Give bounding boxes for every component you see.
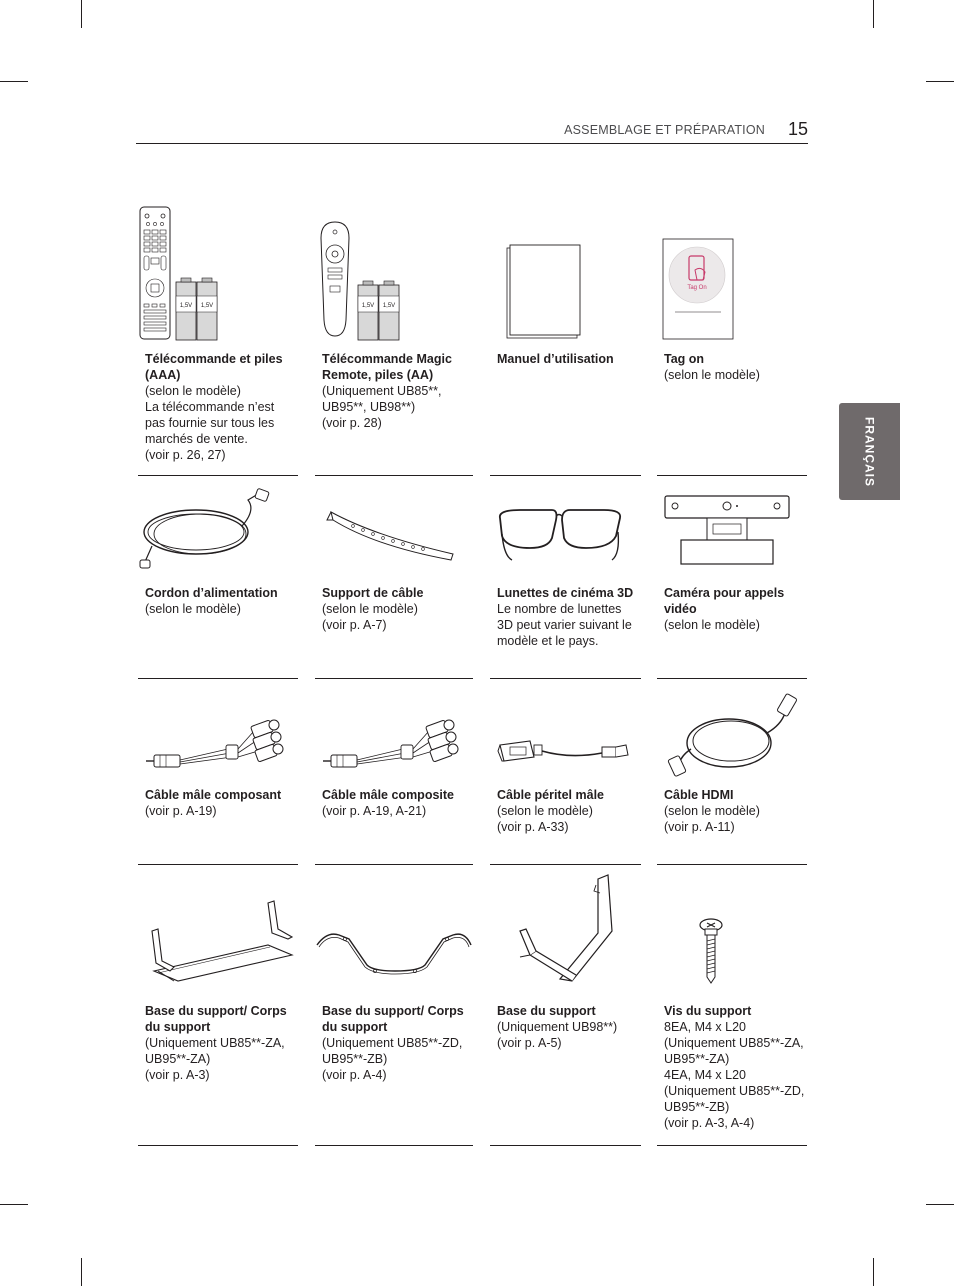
item-description: (selon le modèle) xyxy=(322,602,418,616)
item-description: (selon le modèle) xyxy=(145,384,241,398)
crop-mark xyxy=(873,1258,874,1286)
battery-label: 1,5V xyxy=(179,303,193,309)
accessory-tag-on xyxy=(657,200,807,476)
item-name: Télécommande Magic Remote, piles (AA) xyxy=(322,352,452,382)
accessory-cable-holder xyxy=(315,476,473,679)
accessory-magic-remote xyxy=(315,200,473,476)
item-description: (voir p. A-19) xyxy=(145,804,217,818)
accessory-3d-glasses xyxy=(490,476,641,679)
remote-control-illustration xyxy=(138,206,298,342)
stand-base-ub98-illustration xyxy=(490,871,641,985)
power-cord-illustration xyxy=(138,490,298,570)
composite-cable-illustration xyxy=(315,711,473,771)
item-description: Le nombre de lunettes 3D peut varier suivant le modèle et le pays. xyxy=(497,602,632,648)
accessory-stand-screws xyxy=(657,865,807,1146)
item-description: (voir p. A-33) xyxy=(497,820,569,834)
accessory-composite-cable xyxy=(315,679,473,865)
item-description: (Uniquement UB85**-ZD, UB95**-ZB) xyxy=(664,1084,805,1114)
battery-label: 1,5V xyxy=(382,303,396,309)
language-tab xyxy=(839,403,900,500)
component-cable-illustration xyxy=(138,711,298,771)
accessory-user-manual xyxy=(490,200,641,476)
item-description: (Uniquement UB85**-ZD, UB95**-ZB) xyxy=(322,1036,463,1066)
accessory-stand-base-za xyxy=(138,865,298,1146)
item-description: (voir p. A-11) xyxy=(664,820,735,834)
item-description: 8EA, M4 x L20 xyxy=(664,1020,746,1034)
battery-label: 1,5V xyxy=(200,303,214,309)
accessory-hdmi-cable xyxy=(657,679,807,865)
crop-mark xyxy=(926,1204,954,1205)
item-description: (selon le modèle) xyxy=(664,618,760,632)
language-tab-label: FRANÇAIS xyxy=(862,416,877,487)
scart-cable-illustration xyxy=(490,731,641,771)
accessory-stand-base-zd xyxy=(315,865,473,1146)
page-number: 15 xyxy=(788,119,809,139)
header-rule xyxy=(136,143,808,144)
item-name: Lunettes de cinéma 3D xyxy=(497,586,634,600)
video-camera-illustration xyxy=(657,494,807,568)
item-description: 4EA, M4 x L20 xyxy=(664,1068,746,1082)
item-description: (voir p. 26, 27) xyxy=(145,448,226,462)
item-name: Vis du support xyxy=(664,1004,752,1018)
item-name: Tag on xyxy=(664,352,705,366)
cable-holder-illustration xyxy=(315,506,473,566)
crop-mark xyxy=(81,1258,82,1286)
item-description: (voir p. A-4) xyxy=(322,1068,387,1082)
hdmi-cable-illustration xyxy=(657,687,807,777)
accessory-power-cord xyxy=(138,476,298,679)
item-description: (voir p. A-3, A-4) xyxy=(664,1116,755,1130)
item-description: (selon le modèle) xyxy=(145,602,241,616)
item-description: (selon le modèle) xyxy=(664,368,760,382)
tag-on-illustration xyxy=(657,238,807,340)
accessory-video-camera xyxy=(657,476,807,679)
magic-remote-illustration xyxy=(315,220,473,340)
item-separator xyxy=(138,1145,298,1146)
item-name: Support de câble xyxy=(322,586,424,600)
item-separator xyxy=(657,1145,807,1146)
item-name: Câble HDMI xyxy=(664,788,734,802)
crop-mark xyxy=(926,81,954,82)
crop-mark xyxy=(873,0,874,28)
accessory-remote-control xyxy=(138,200,298,476)
item-description: (voir p. A-7) xyxy=(322,618,387,632)
item-name: Câble mâle composite xyxy=(322,788,454,802)
item-description: (Uniquement UB85**-ZA, UB95**-ZA) xyxy=(145,1036,285,1066)
accessory-component-cable xyxy=(138,679,298,865)
item-name: Base du support/ Corps du support xyxy=(322,1004,464,1034)
tag-on-card-label: Tag On xyxy=(687,285,707,291)
crop-mark xyxy=(81,0,82,28)
item-name: Base du support xyxy=(497,1004,596,1018)
item-description: (Uniquement UB98**) xyxy=(497,1020,618,1034)
crop-mark xyxy=(0,81,28,82)
screw-illustration xyxy=(657,917,807,985)
item-name: Télécommande et piles (AAA) xyxy=(145,352,283,382)
stand-base-zd-illustration xyxy=(315,923,473,979)
item-separator xyxy=(490,1145,641,1146)
item-name: Câble mâle composant xyxy=(145,788,282,802)
item-description: (voir p. 28) xyxy=(322,416,382,430)
crop-mark xyxy=(0,1204,28,1205)
item-name: Base du support/ Corps du support xyxy=(145,1004,287,1034)
item-description: (Uniquement UB85**-ZA, UB95**-ZA) xyxy=(664,1036,804,1066)
item-separator xyxy=(315,1145,473,1146)
item-description: (Uniquement UB85**, UB95**, UB98**) xyxy=(322,384,442,414)
item-description: (selon le modèle) xyxy=(664,804,760,818)
section-title: ASSEMBLAGE ET PRÉPARATION xyxy=(564,123,765,137)
item-description: (voir p. A-3) xyxy=(145,1068,210,1082)
item-name: Câble péritel mâle xyxy=(497,788,604,802)
item-name: Manuel d’utilisation xyxy=(497,352,614,366)
item-description: (voir p. A-19, A-21) xyxy=(322,804,427,818)
item-description: La télécommande n’est pas fournie sur tous les marchés de vente. xyxy=(145,400,275,446)
manual-illustration xyxy=(490,244,641,340)
stand-base-za-illustration xyxy=(138,899,298,989)
accessory-stand-base-ub98 xyxy=(490,865,641,1146)
item-description: (selon le modèle) xyxy=(497,804,593,818)
item-name: Cordon d’alimentation xyxy=(145,586,278,600)
item-description: (voir p. A-5) xyxy=(497,1036,562,1050)
accessory-scart-cable xyxy=(490,679,641,865)
battery-label: 1,5V xyxy=(361,303,375,309)
3d-glasses-illustration xyxy=(490,504,641,568)
item-name: Caméra pour appels vidéo xyxy=(664,586,785,616)
